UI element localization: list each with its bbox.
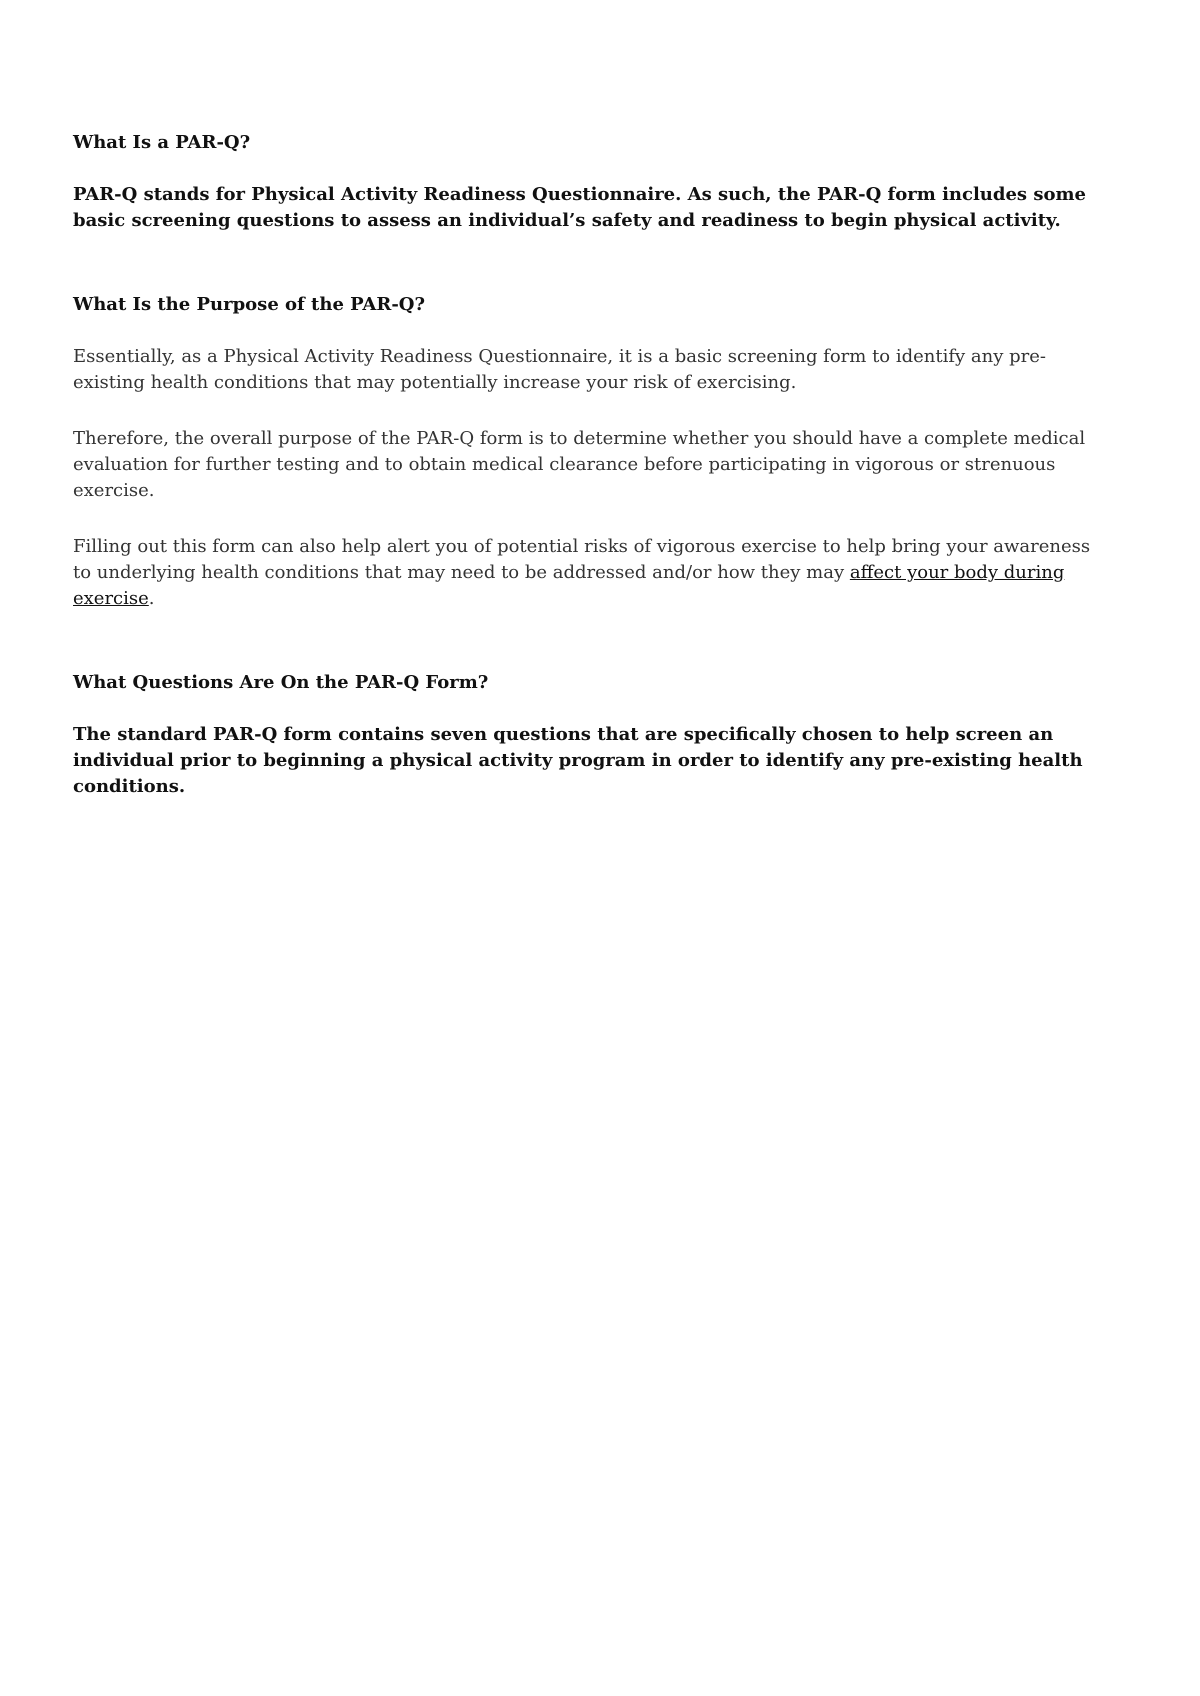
parq-definition-paragraph: PAR-Q stands for Physical Activity Readiness Questionnaire. As such, the PAR-Q form includes some basic screening questions to assess an individual’s safety and readiness to begin physical activity. xyxy=(73,184,1086,231)
section-spacer xyxy=(73,642,1108,670)
purpose-paragraph-2: Therefore, the overall purpose of the PAR-Q form is to determine whether you should have a complete medical evaluation for further testing and to obtain medical clearance before participating in vigorous or strenuous exercise. xyxy=(73,428,1086,501)
purpose-paragraph-3 xyxy=(73,534,1108,612)
heading-what-is-parq: What Is a PAR-Q? xyxy=(73,132,251,153)
section-spacer xyxy=(73,264,1108,292)
questions-paragraph: The standard PAR-Q form contains seven questions that are specifically chosen to help screen an individual prior to beginning a physical activity program in order to identify any pre-existing health conditions. xyxy=(73,724,1083,797)
purpose-paragraph-3-text: Filling out this form can also help alert you of potential risks of vigorous exercise to help bring your awareness to underlying health conditions that may need to be addressed and/or how they may xyxy=(73,536,1091,583)
heading-purpose-of-parq: What Is the Purpose of the PAR-Q? xyxy=(73,294,426,315)
heading-questions-on-form: What Questions Are On the PAR-Q Form? xyxy=(73,672,489,693)
affect-body-link[interactable]: affect your body during exercise xyxy=(73,562,1065,609)
purpose-paragraph-3-end: . xyxy=(148,588,155,609)
purpose-paragraph-1: Essentially, as a Physical Activity Readiness Questionnaire, it is a basic screening form to identify any pre-existing health conditions that may potentially increase your risk of exercising. xyxy=(73,346,1047,393)
document-page xyxy=(73,130,1108,830)
